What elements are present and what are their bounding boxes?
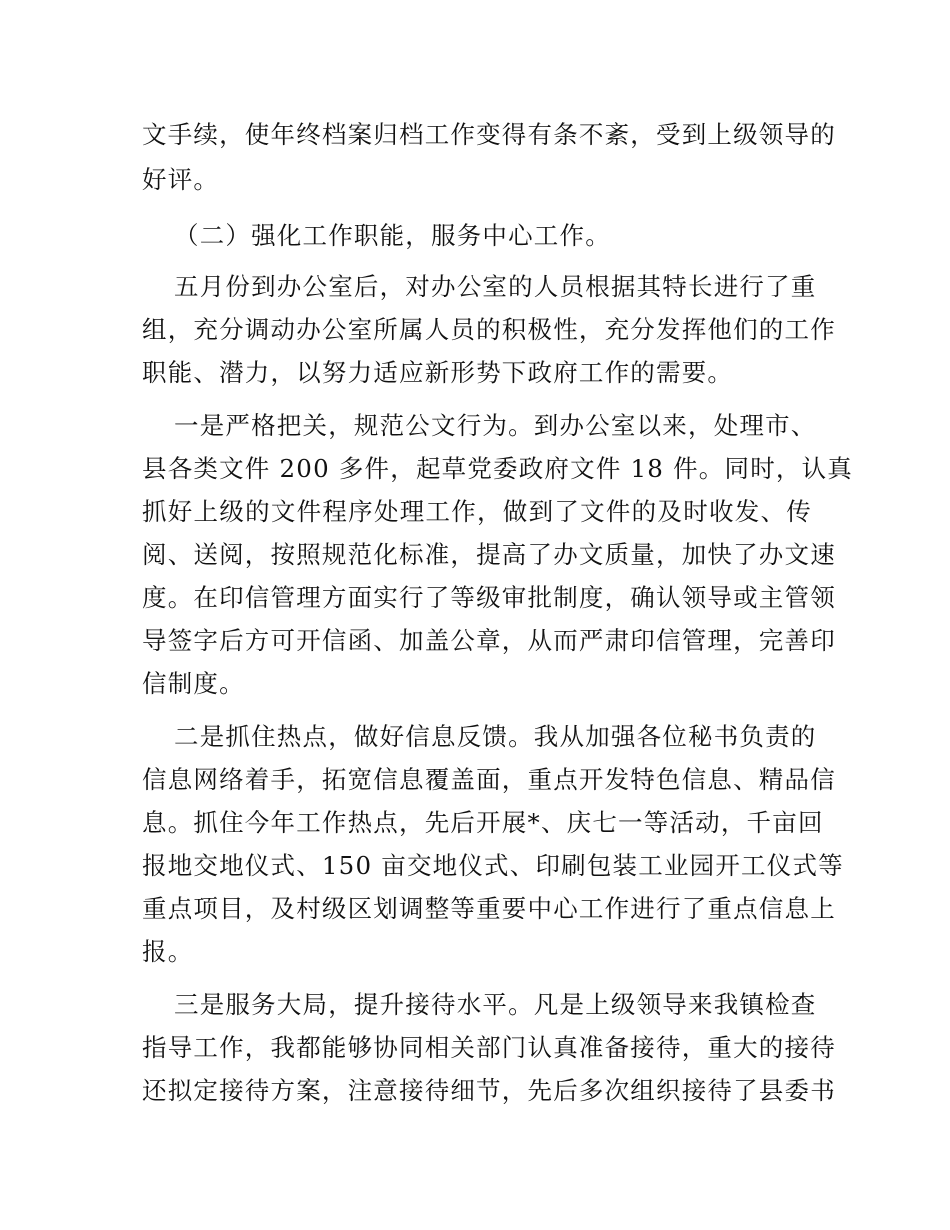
paragraph-line: 信制度。 — [142, 669, 245, 698]
paragraph-line: 一是严格把关，规范公文行为。到办公室以来，处理市、 — [174, 411, 817, 440]
paragraph-line: 五月份到办公室后，对办公室的人员根据其特长进行了重 — [174, 272, 817, 301]
paragraph-line: 好评。 — [142, 165, 220, 194]
paragraph-line: 重点项目，及村级区划调整等重要中心工作进行了重点信息上 — [142, 894, 836, 923]
paragraph-line: 抓好上级的文件程序处理工作，做到了文件的及时收发、传 — [142, 497, 812, 526]
paragraph-line: 阅、送阅，按照规范化标准，提高了办文质量，加快了办文速 — [142, 540, 836, 569]
paragraph-line: 职能、潜力，以努力适应新形势下政府工作的需要。 — [142, 358, 734, 387]
paragraph-line: 县各类文件 200 多件，起草党委政府文件 18 件。同时，认真 — [142, 454, 853, 483]
section-heading: （二）强化工作职能，服务中心工作。 — [174, 221, 611, 250]
paragraph-line: 组，充分调动办公室所属人员的积极性，充分发挥他们的工作 — [142, 315, 836, 344]
paragraph-line: 二是抓住热点，做好信息反馈。我从加强各位秘书负责的 — [174, 722, 817, 751]
paragraph-line: 还拟定接待方案，注意接待细节，先后多次组织接待了县委书 — [142, 1076, 836, 1105]
paragraph-line: 信息网络着手，拓宽信息覆盖面，重点开发特色信息、精品信 — [142, 765, 836, 794]
paragraph-line: 报地交地仪式、150 亩交地仪式、印刷包装工业园开工仪式等 — [142, 851, 844, 880]
paragraph-line: 指导工作，我都能够协同相关部门认真准备接待，重大的接待 — [142, 1033, 836, 1062]
paragraph-line: 度。在印信管理方面实行了等级审批制度，确认领导或主管领 — [142, 583, 836, 612]
paragraph-line: 三是服务大局，提升接待水平。凡是上级领导来我镇检查 — [174, 990, 817, 1019]
paragraph-line: 导签字后方可开信函、加盖公章，从而严肃印信管理，完善印 — [142, 626, 836, 655]
paragraph-line: 文手续，使年终档案归档工作变得有条不紊，受到上级领导的 — [142, 120, 836, 149]
paragraph-line: 息。抓住今年工作热点，先后开展*、庆七一等活动，千亩回 — [142, 808, 824, 837]
paragraph-line: 报。 — [142, 937, 194, 966]
